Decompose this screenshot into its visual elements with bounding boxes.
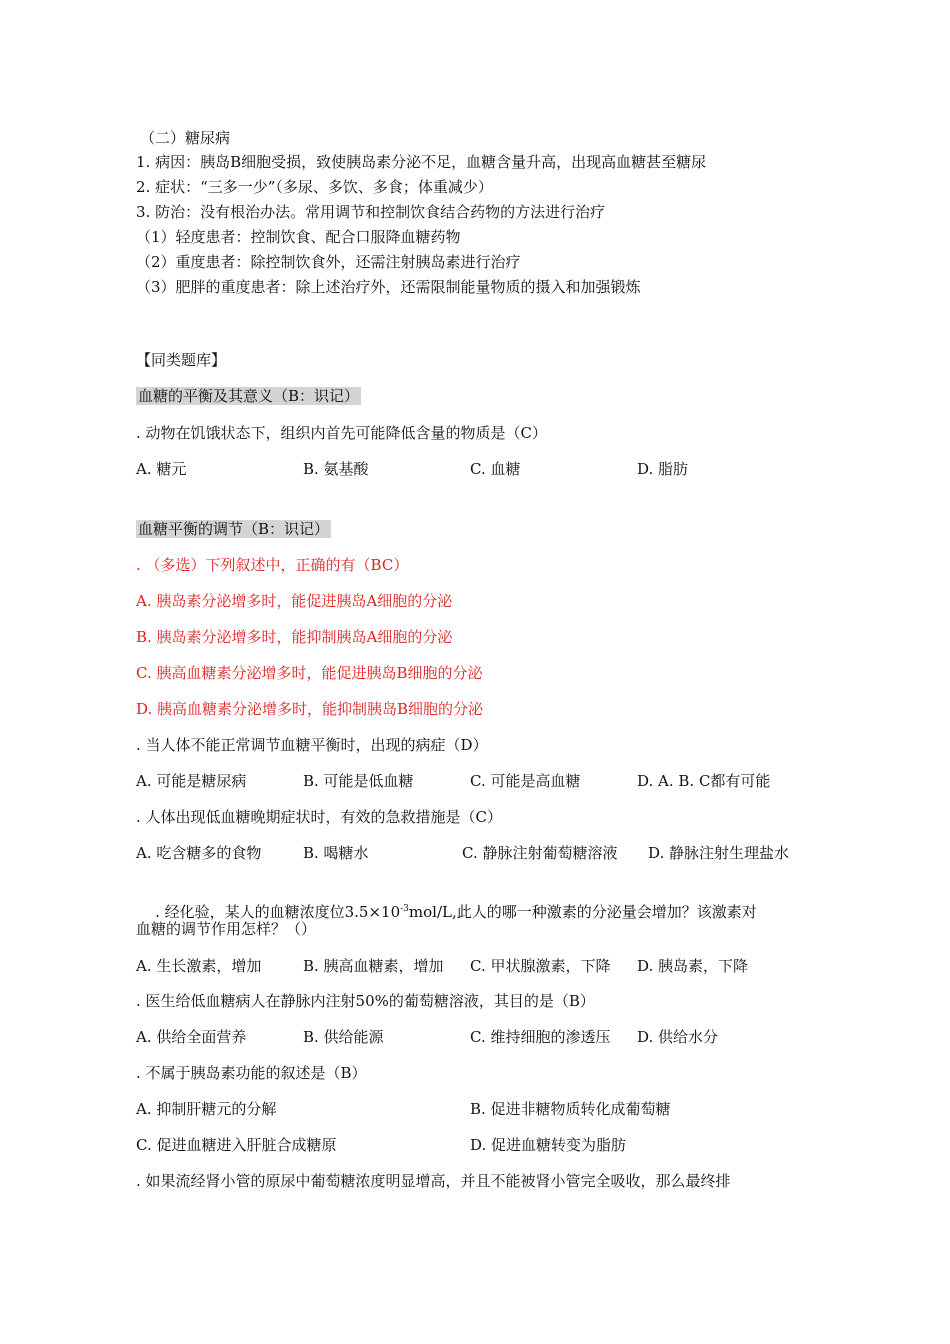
option-a: A. 胰岛素分泌增多时，能促进胰岛A细胞的分泌: [136, 592, 453, 610]
list-item: 1. 病因：胰岛B细胞受损，致使胰岛素分泌不足，血糖含量升高，出现高血糖甚至糖尿: [136, 153, 707, 171]
option-d: D. A. B. C都有可能: [637, 772, 771, 790]
option-d: D. 胰高血糖素分泌增多时，能抑制胰岛B细胞的分泌: [136, 700, 484, 718]
option-d: D. 促进血糖转变为脂肪: [470, 1136, 627, 1154]
option-c: C. 甲状腺激素，下降: [470, 957, 611, 975]
question-stem: . 不属于胰岛素功能的叙述是（B）: [136, 1064, 367, 1082]
question-stem: . 人体出现低血糖晚期症状时，有效的急救措施是（C）: [136, 808, 503, 826]
option-d: D. 脂肪: [637, 460, 689, 478]
option-d: D. 胰岛素，下降: [637, 957, 749, 975]
option-b: B. 喝糖水: [303, 844, 369, 862]
option-c: C. 血糖: [470, 460, 521, 478]
option-b: B. 胰岛素分泌增多时，能抑制胰岛A细胞的分泌: [136, 628, 453, 646]
option-a: A. 糖元: [136, 460, 187, 478]
option-d: D. 静脉注射生理盐水: [648, 844, 790, 862]
option-b: B. 促进非糖物质转化成葡萄糖: [470, 1100, 671, 1118]
question-stem: . 医生给低血糖病人在静脉内注射50%的葡萄糖溶液，其目的是（B）: [136, 992, 595, 1010]
option-c: C. 静脉注射葡萄糖溶液: [462, 844, 618, 862]
list-item: 2. 症状：“三多一少”（多尿、多饮、多食；体重减少）: [136, 178, 493, 196]
topic-heading: 血糖平衡的调节（B：识记）: [138, 520, 330, 538]
option-c: C. 胰高血糖素分泌增多时，能促进胰岛B细胞的分泌: [136, 664, 483, 682]
option-d: D. 供给水分: [637, 1028, 719, 1046]
topic-heading: 血糖的平衡及其意义（B：识记）: [138, 387, 360, 405]
option-c: C. 可能是高血糖: [470, 772, 581, 790]
list-item: （2）重度患者：除控制饮食外，还需注射胰岛素进行治疗: [136, 253, 521, 271]
question-bank-title: 【同类题库】: [136, 351, 227, 369]
question-stem: . 如果流经肾小管的原尿中葡萄糖浓度明显增高，并且不能被肾小管完全吸收，那么最终排: [136, 1172, 731, 1190]
option-a: A. 吃含糖多的食物: [136, 844, 262, 862]
question-stem: . 动物在饥饿状态下，组织内首先可能降低含量的物质是（C）: [136, 424, 548, 442]
question-stem: . （多选）下列叙述中，正确的有（BC）: [136, 556, 409, 574]
option-b: B. 氨基酸: [303, 460, 369, 478]
list-item: （3）肥胖的重度患者：除上述治疗外，还需限制能量物质的摄入和加强锻炼: [136, 278, 641, 296]
option-a: A. 抑制肝糖元的分解: [136, 1100, 277, 1118]
list-item: （1）轻度患者：控制饮食、配合口服降血糖药物: [136, 228, 461, 246]
question-stem-continued: 血糖的调节作用怎样？（）: [136, 920, 317, 938]
option-a: A. 生长激素，增加: [136, 957, 262, 975]
question-stem: . 经化验，某人的血糖浓度位$3.5\times 10^{-3}mol/L$,此人的哪一种激素的分泌量会增加？该激素对: [155, 903, 757, 921]
option-a: A. 可能是糖尿病: [136, 772, 247, 790]
option-c: C. 促进血糖进入肝脏合成糖原: [136, 1136, 337, 1154]
list-item: 3. 防治：没有根治办法。常用调节和控制饮食结合药物的方法进行治疗: [136, 203, 606, 221]
option-c: C. 维持细胞的渗透压: [470, 1028, 611, 1046]
option-b: B. 供给能源: [303, 1028, 384, 1046]
option-b: B. 胰高血糖素，增加: [303, 957, 444, 975]
question-stem: . 当人体不能正常调节血糖平衡时，出现的病症（D）: [136, 736, 488, 754]
section-title: （二）糖尿病: [140, 129, 231, 147]
option-a: A. 供给全面营养: [136, 1028, 247, 1046]
option-b: B. 可能是低血糖: [303, 772, 414, 790]
